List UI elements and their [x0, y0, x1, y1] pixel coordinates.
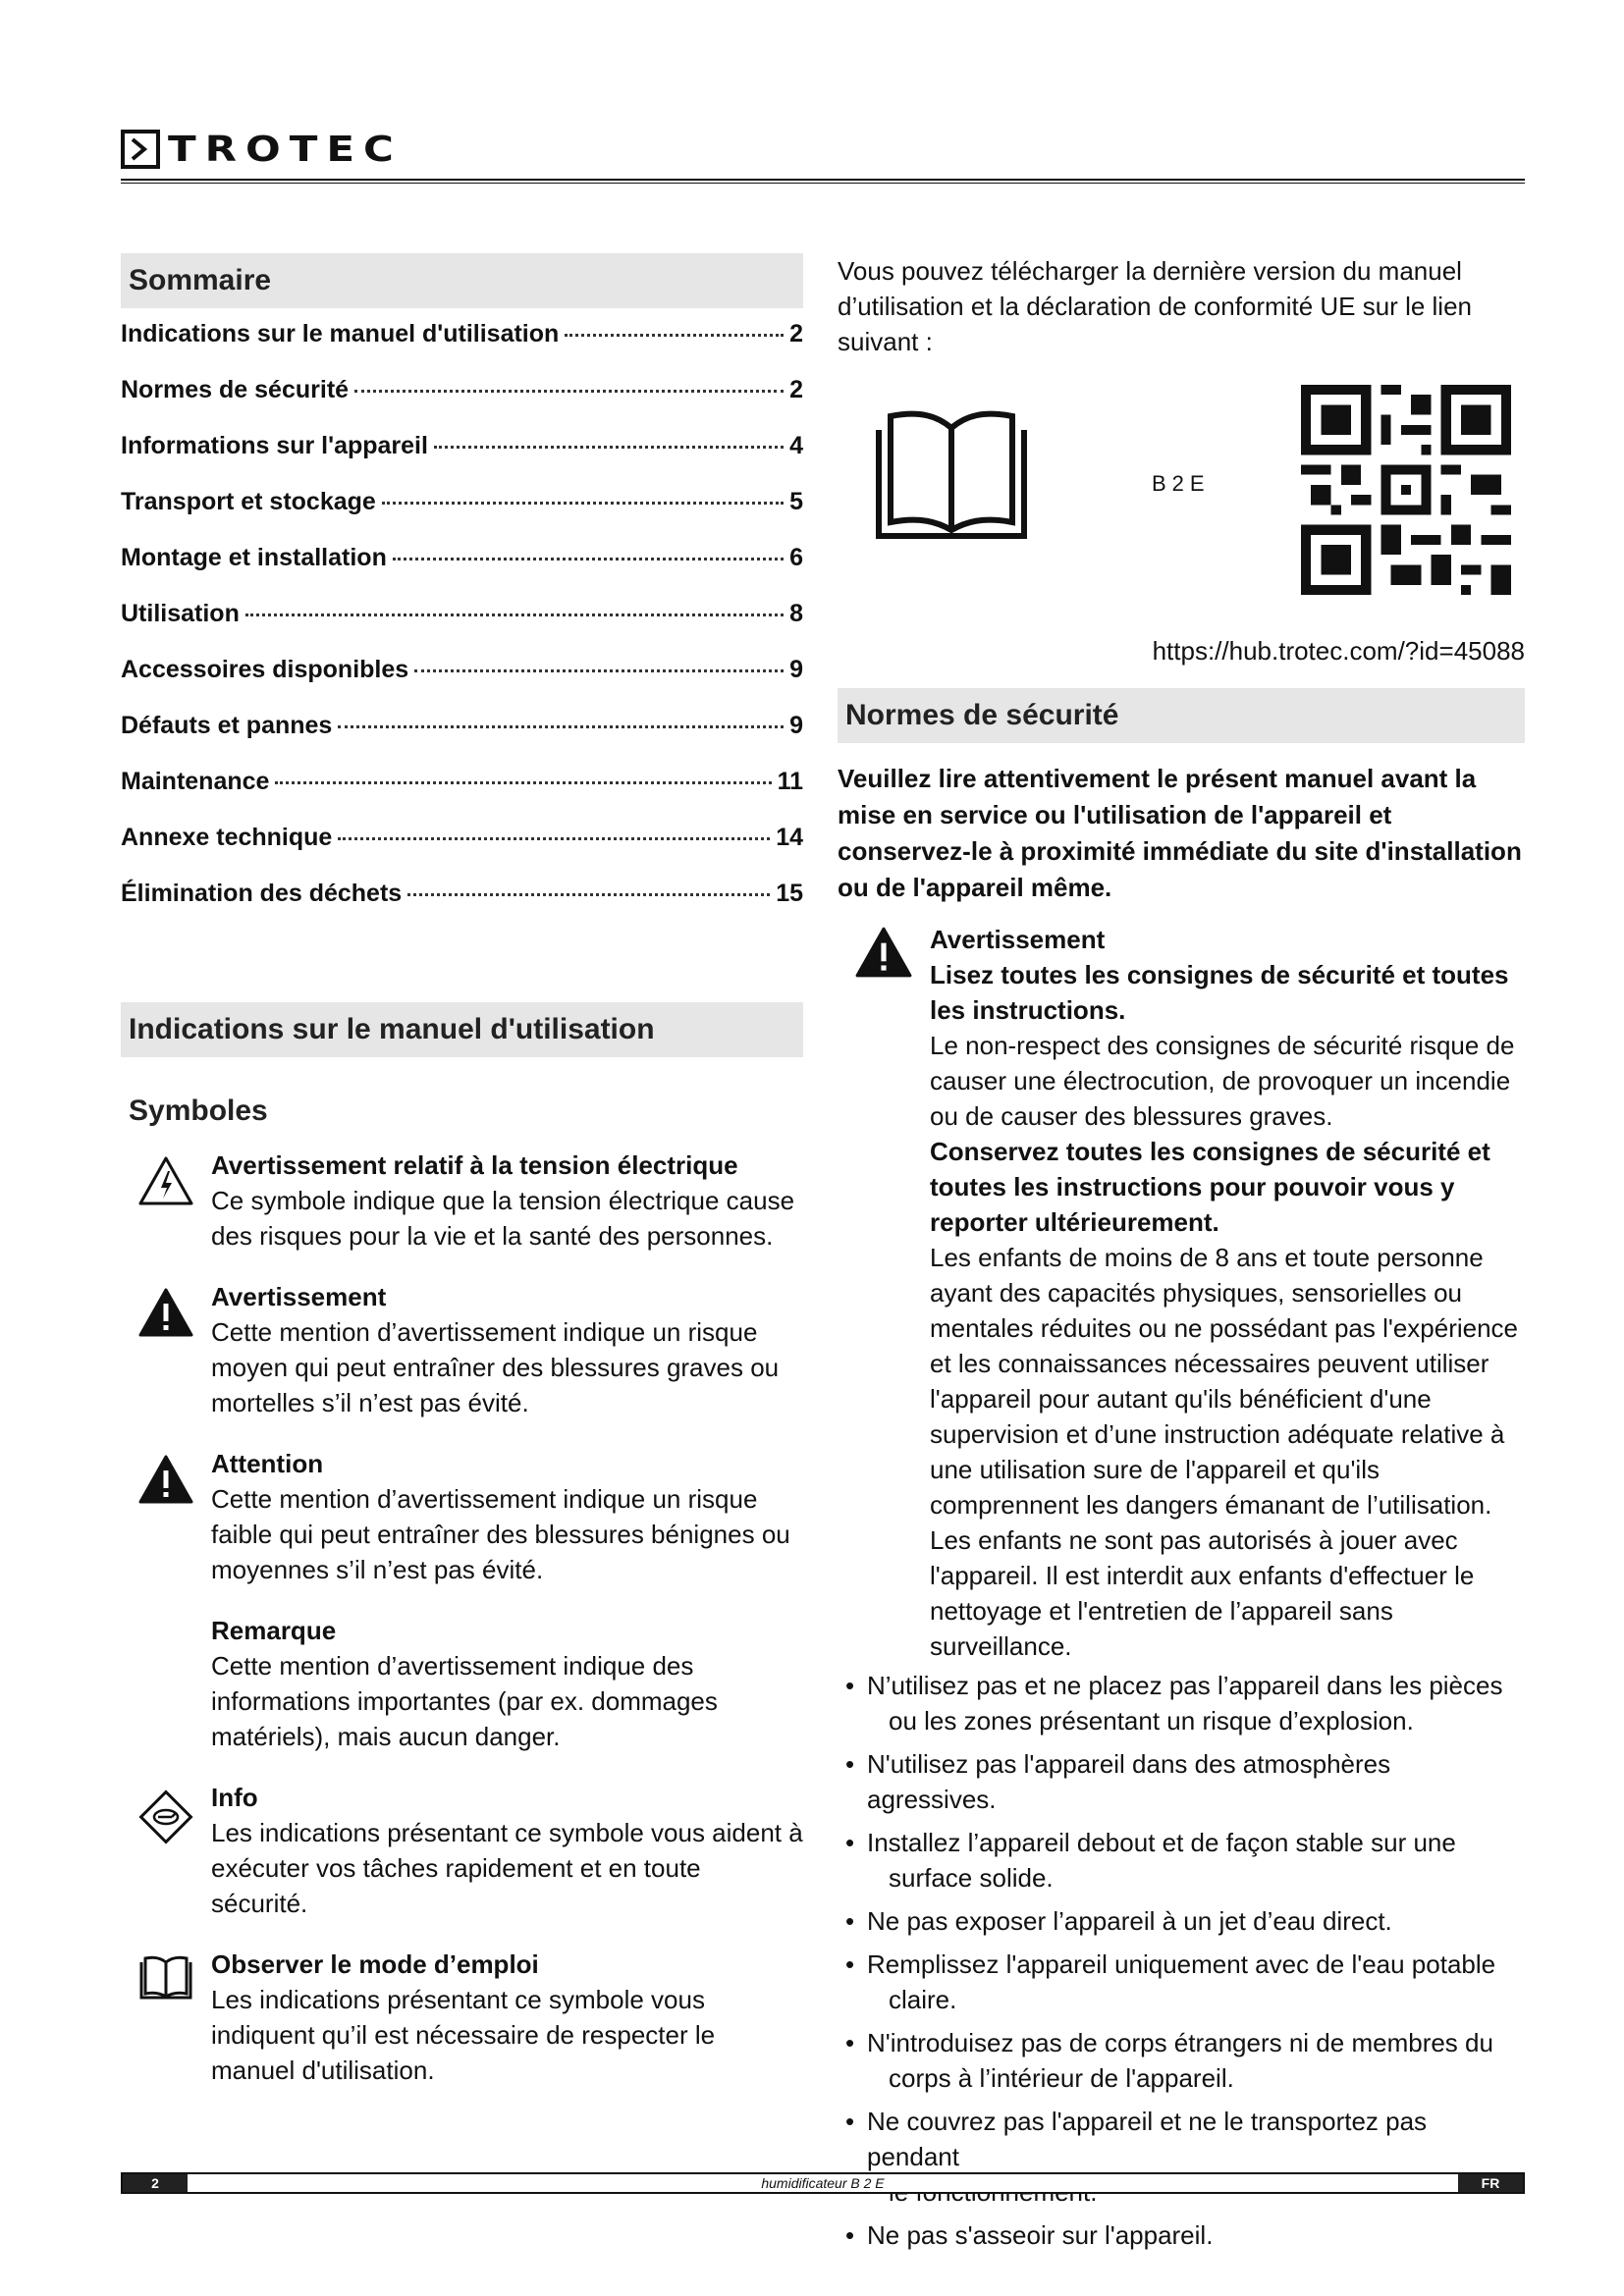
qr-code[interactable] [1301, 385, 1511, 600]
symbol-title: Observer le mode d’emploi [211, 1949, 539, 1979]
warning-icon [838, 922, 930, 1664]
toc-leader [393, 558, 784, 561]
toc-leader [275, 781, 771, 784]
symbol-entry [121, 1446, 803, 1587]
bullet-text: Ne pas exposer l’appareil à un jet d’eau direct. [867, 1906, 1392, 1936]
toc-entry-title: Annexe technique [121, 824, 333, 851]
logo-arrow-icon [121, 130, 160, 169]
toc-leader [434, 446, 784, 449]
safety-intro: Veuillez lire attentivement le présent manuel avant la mise en service ou l'utilisation de l'appareil et conservez-le à proximité immédiate du site d'installation ou de l'appareil même. [838, 764, 1522, 902]
bullet-text-cont: claire. [889, 1985, 957, 2014]
bullet-text-cont: corps à l’intérieur de l'appareil. [889, 2063, 1234, 2093]
table-of-contents [121, 320, 803, 935]
symbol-text: Cette mention d’avertissement indique un risque moyen qui peut entraîner des blessures graves ou mortelles s’il n’est pas évité. [211, 1317, 780, 1417]
download-row [838, 377, 1525, 632]
bullet-text: N’utilisez pas et ne placez pas l’appareil dans les pièces [867, 1671, 1503, 1700]
list-item [838, 1668, 1525, 1738]
manual-book-icon [121, 1947, 211, 2088]
toc-leader [407, 893, 770, 896]
toc-entry-page: 9 [789, 656, 803, 683]
bullet-text: Ne couvrez pas l'appareil et ne le transportez pas pendant [867, 2107, 1428, 2171]
toc-entry-page: 5 [789, 488, 803, 515]
left-column [121, 253, 803, 2088]
toc-entry-title: Transport et stockage [121, 488, 376, 515]
toc-entry[interactable] [121, 376, 803, 432]
toc-leader [414, 669, 784, 672]
warning-icon [121, 1279, 211, 1420]
toc-leader [354, 390, 784, 393]
toc-entry-title: Informations sur l'appareil [121, 432, 428, 459]
right-column [838, 253, 1525, 2261]
warning-text: Les enfants ne sont pas autorisés à jouer avec l'appareil. Il est interdit aux enfants d'effectuer le nettoyage et l'entretien de l’appareil sans surveillance. [930, 1525, 1475, 1661]
toc-entry-title: Élimination des déchets [121, 880, 403, 907]
list-item [838, 2025, 1525, 2096]
toc-entry[interactable] [121, 432, 803, 488]
toc-leader [338, 837, 770, 840]
symbol-text: Ce symbole indique que la tension électrique cause des risques pour la vie et la santé des personnes. [211, 1186, 795, 1251]
page-number: 2 [123, 2174, 188, 2192]
toc-leader [245, 614, 784, 616]
product-name: humidificateur B 2 E [761, 2175, 885, 2191]
safety-heading: Normes de sécurité [838, 688, 1525, 743]
warning-bold-text: Conservez toutes les consignes de sécurité et toutes les instructions pour pouvoir vous y reporter ultérieurement. [930, 1137, 1490, 1237]
brand-name: TROTEC [168, 128, 403, 170]
toc-entry-page: 6 [789, 544, 803, 571]
bullet-text: N'utilisez pas l'appareil dans des atmosphères agressives. [867, 1749, 1391, 1814]
list-item [838, 2217, 1525, 2253]
symbol-entry [121, 1279, 803, 1420]
toc-entry-page: 2 [789, 320, 803, 347]
warning-text: Les enfants de moins de 8 ans et toute personne ayant des capacités physiques, sensorielles ou mentales réduites ou ne possédant pas l'expérience et les connaissances nécessaires peuvent utiliser l'appareil pour autant qu'ils bénéficient d'une supervision et d’une instruction adéquate relative à une utilisation sure de l'appareil et qu'ils comprennent les dangers émanant de l’utilisation. [930, 1243, 1519, 1520]
bullet-text: Installez l’appareil debout et de façon stable sur une [867, 1828, 1456, 1857]
symbol-entry [121, 1947, 803, 2088]
toc-entry-title: Normes de sécurité [121, 376, 350, 403]
toc-entry[interactable] [121, 712, 803, 768]
toc-entry[interactable] [121, 656, 803, 712]
symbol-text: Cette mention d’avertissement indique un risque faible qui peut entraîner des blessures bénignes ou moyennes s’il n’est pas évité. [211, 1484, 790, 1584]
page-footer [121, 2172, 1525, 2194]
safety-bullets [838, 1668, 1525, 2253]
download-intro: Vous pouvez télécharger la dernière version du manuel d’utilisation et la déclaration de conformité UE sur le lien suivant : [838, 256, 1473, 356]
electric-warning-icon [121, 1148, 211, 1254]
toc-entry-title: Indications sur le manuel d'utilisation [121, 320, 560, 347]
toc-entry[interactable] [121, 824, 803, 880]
toc-leader [565, 334, 784, 337]
toc-entry-page: 15 [776, 880, 803, 907]
toc-entry-title: Maintenance [121, 768, 270, 795]
toc-entry-page: 14 [776, 824, 803, 851]
toc-entry-page: 8 [789, 600, 803, 627]
trotec-logo [121, 130, 403, 169]
toc-leader [338, 725, 784, 728]
bullet-text: N'introduisez pas de corps étrangers ni de membres du [867, 2028, 1493, 2057]
list-item [838, 1903, 1525, 1939]
symbol-title: Remarque [211, 1616, 337, 1645]
bullet-text: Remplissez l'appareil uniquement avec de l'eau potable [867, 1949, 1496, 1979]
symbol-title: Avertissement [211, 1282, 387, 1311]
warning-bold-text: Lisez toutes les consignes de sécurité et toutes les instructions. [930, 960, 1509, 1025]
symbol-text: Les indications présentant ce symbole vous aident à exécuter vos tâches rapidement et en toute sécurité. [211, 1818, 803, 1918]
warning-title: Avertissement [930, 925, 1106, 954]
language-code: FR [1458, 2174, 1523, 2192]
toc-entry[interactable] [121, 768, 803, 824]
toc-entry[interactable] [121, 880, 803, 935]
symbol-title: Info [211, 1783, 258, 1812]
warning-text: Le non-respect des consignes de sécurité risque de causer une électrocution, de provoquer un incendie ou de causer des blessures graves. [930, 1031, 1515, 1131]
toc-leader [382, 502, 784, 505]
toc-entry-page: 11 [777, 768, 803, 795]
manual-book-icon [873, 406, 1030, 549]
bullet-text-cont: ou les zones présentant un risque d’explosion. [889, 1706, 1414, 1735]
model-name: B2E [1152, 471, 1211, 496]
symbol-title: Avertissement relatif à la tension électrique [211, 1150, 738, 1180]
toc-entry-title: Accessoires disponibles [121, 656, 409, 683]
safety-warning [838, 922, 1525, 1664]
list-item [838, 1825, 1525, 1896]
note-placeholder [121, 1613, 211, 1754]
manual-section-heading: Indications sur le manuel d'utilisation [121, 1002, 803, 1057]
bullet-text-cont: surface solide. [889, 1863, 1054, 1893]
toc-entry[interactable] [121, 488, 803, 544]
symbol-title: Attention [211, 1449, 324, 1478]
bullet-text: Ne pas s'asseoir sur l'appareil. [867, 2220, 1214, 2250]
info-hand-icon [121, 1780, 211, 1921]
toc-entry[interactable] [121, 320, 803, 376]
list-item [838, 1746, 1525, 1817]
toc-entry-page: 2 [789, 376, 803, 403]
symbols-heading: Symboles [129, 1095, 268, 1127]
header-rule [121, 179, 1525, 184]
toc-entry-title: Montage et installation [121, 544, 387, 571]
list-item [838, 1947, 1525, 2017]
symbol-entry [121, 1148, 803, 1254]
download-url[interactable]: https://hub.trotec.com/?id=45088 [1152, 636, 1525, 666]
toc-entry[interactable] [121, 600, 803, 656]
toc-entry-title: Défauts et pannes [121, 712, 333, 739]
toc-entry-title: Utilisation [121, 600, 240, 627]
toc-entry[interactable] [121, 544, 803, 600]
symbol-text: Les indications présentant ce symbole vous indiquent qu’il est nécessaire de respecter le manuel d'utilisation. [211, 1985, 716, 2085]
symbol-entry [121, 1613, 803, 1754]
caution-icon [121, 1446, 211, 1587]
symbol-text: Cette mention d’avertissement indique des informations importantes (par ex. dommages matériels), mais aucun danger. [211, 1651, 718, 1751]
symbol-entry [121, 1780, 803, 1921]
toc-entry-page: 9 [789, 712, 803, 739]
toc-heading: Sommaire [121, 253, 803, 308]
toc-entry-page: 4 [789, 432, 803, 459]
